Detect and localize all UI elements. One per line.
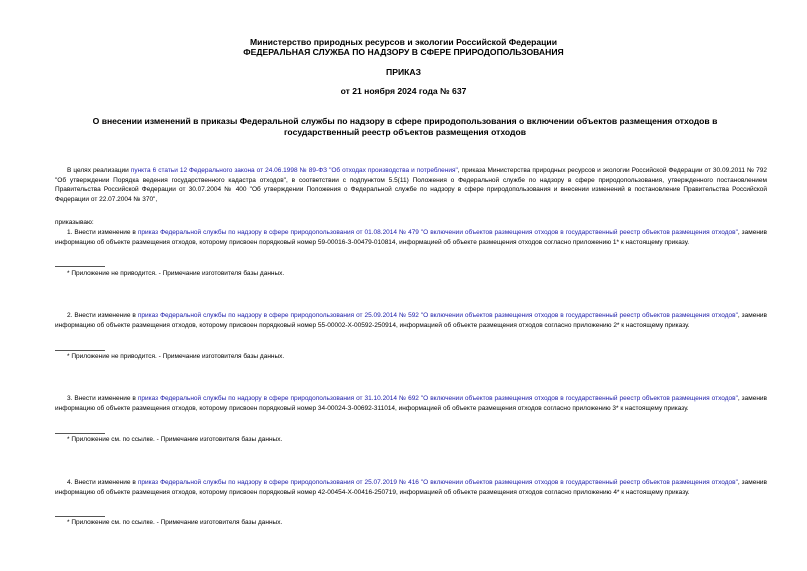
preamble [55,166,767,204]
item-1 [55,228,767,247]
footnote-divider [55,266,105,267]
preamble-text-1: В целях реализации [67,167,131,174]
item-4-prefix: 4. Внести изменение в [67,479,138,486]
item-2-order-link[interactable]: приказ Федеральной службы по надзору в сфере природопользования от 25.09.2014 № 592 "О включении объектов размещения отходов в государственный реестр объектов размещения отходов" [137,312,738,319]
item-1-prefix: 1. Внести изменение в [67,229,138,236]
item-3 [55,394,767,413]
item-3-suffix: , заменив информацию об объекте размещения отходов, которому присвоен порядковый номер 34-00024-З-00692-311014, информацией об объекте размещения отходов согласно приложению 3* к настоящему приказу. [55,395,768,412]
item-4 [55,478,767,497]
law-link[interactable]: пункта 6 статьи 12 Федерального закона от 24.06.1998 № 89-ФЗ "Об отходах производства и потребления" [130,167,458,174]
item-4-suffix: , заменив информацию об объекте размещения отходов, которому присвоен порядковый номер 42-00454-Х-00416-250719, информацией об объекте размещения отходов согласно приложению 4* к настоящему приказу. [55,479,768,496]
item-4-footnote: * Приложение см. по ссылке. - Примечание изготовителя базы данных. [67,519,283,526]
item-1-footnote: * Приложение не приводится. - Примечание изготовителя базы данных. [67,270,285,277]
item-2-prefix: 2. Внести изменение в [67,312,138,319]
orders-word: приказываю: [55,219,94,226]
ministry-name: Министерство природных ресурсов и экологии Российской Федерации [250,37,557,47]
footnote-divider [55,350,105,351]
footnote-divider [55,516,105,517]
service-name: ФЕДЕРАЛЬНАЯ СЛУЖБА ПО НАДЗОРУ В СФЕРЕ ПРИРОДОПОЛЬЗОВАНИЯ [243,47,564,57]
document-title: О внесении изменений в приказы Федеральной службы по надзору в сфере природопользования о включении объектов размещения отходов в государственный реестр объектов размещения отходов [92,116,718,137]
item-4-order-link[interactable]: приказ Федеральной службы по надзору в сфере природопользования от 25.07.2019 № 416 "О включении объектов размещения отходов в государственный реестр объектов размещения отходов" [137,479,738,486]
document-date: от 21 ноября 2024 года № 637 [340,86,467,96]
item-1-order-link[interactable]: приказ Федеральной службы по надзору в сфере природопользования от 01.08.2014 № 479 "О включении объектов размещения отходов в государственный реестр объектов размещения отходов" [137,229,738,236]
document-type: ПРИКАЗ [386,67,421,77]
item-2-suffix: , заменив информацию об объекте размещения отходов, которому присвоен порядковый номер 55-00002-Х-00592-250914, информацией об объекте размещения отходов согласно приложению 2* к настоящему приказу. [55,312,768,329]
item-2-footnote: * Приложение не приводится. - Примечание изготовителя базы данных. [67,353,285,360]
item-3-order-link[interactable]: приказ Федеральной службы по надзору в сфере природопользования от 31.10.2014 № 692 "О включении объектов размещения отходов в государственный реестр объектов размещения отходов" [137,395,738,402]
preamble-text-2: , приказа Министерства природных ресурсов и экологии Российской Федерации от 30.09.2011 № 792 "Об утверждении Порядка ведения государственного кадастра отходов", в соответствии с подпунктом 5.5(11) Положения о Федеральной службе по надзору в сфере природопользования, утвержденного постановлением Правительства Российской Федерации от 30.07.2004 № 400 "Об утверждении Положения о Федеральной службе по надзору в сфере природопользования и внесении изменений в постановление Правительства Российской Федерации от 22.07.2004 № 370", [55,167,767,203]
item-3-footnote: * Приложение см. по ссылке. - Примечание изготовителя базы данных. [67,436,283,443]
footnote-divider [55,433,105,434]
item-1-suffix: , заменив информацию об объекте размещения отходов, которому присвоен порядковый номер 59-00016-З-00479-010814, информацией об объекте размещения отходов согласно приложению 1* к настоящему приказу. [55,229,768,246]
item-2 [55,311,767,330]
item-3-prefix: 3. Внести изменение в [67,395,138,402]
